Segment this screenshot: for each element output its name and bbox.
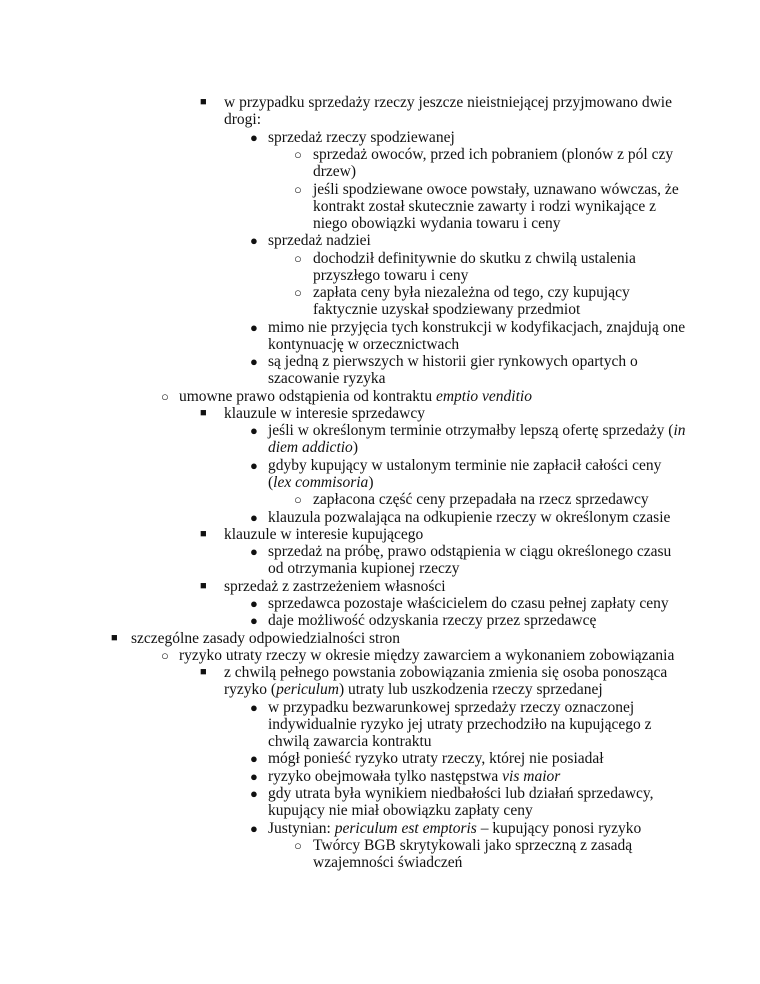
text-line <box>268 785 654 802</box>
text-line <box>268 509 670 526</box>
text-segment: są jedną z pierwszych w historii gier rynkowych opartych o <box>268 353 638 370</box>
text-segment: sprzedaż nadziei <box>268 232 371 249</box>
square-bullet-icon: ■ <box>200 666 207 678</box>
hollow-bullet-icon: ○ <box>294 285 302 300</box>
text-segment: ) utraty lub uszkodzenia rzeczy sprzedanej <box>338 681 603 698</box>
text-segment: sprzedaż z zastrzeżeniem własności <box>224 578 446 595</box>
text-line <box>313 284 630 301</box>
text-segment: sprzedawca pozostaje właścicielem do czasu pełnej zapłaty ceny <box>268 595 669 612</box>
text-segment: mógł ponieść ryzyko utraty rzeczy, której nie posiadał <box>268 750 604 767</box>
text-segment: kontrakt został skutecznie zawarty i rodzi wynikające z <box>313 198 657 215</box>
text-segment: wzajemności świadczeń <box>313 854 463 871</box>
text-segment: od otrzymania kupionej rzeczy <box>268 560 460 577</box>
text-segment: drzew) <box>313 163 357 180</box>
text-line <box>224 111 261 128</box>
text-line <box>268 129 455 146</box>
italic-text: periculum est emptoris <box>334 820 477 837</box>
square-bullet-icon: ■ <box>111 632 118 644</box>
text-line <box>179 388 532 405</box>
hollow-bullet-icon: ○ <box>161 389 169 404</box>
filled-bullet-icon: ● <box>250 130 258 145</box>
text-segment: daje możliwość odzyskania rzeczy przez sprzedawcę <box>268 612 597 629</box>
text-line <box>179 647 674 664</box>
filled-bullet-icon: ● <box>250 233 258 248</box>
text-segment: dochodził definitywnie do skutku z chwilą ustalenia <box>313 250 636 267</box>
text-segment: sprzedaż na próbę, prawo odstąpienia w ciągu określonego czasu <box>268 543 672 560</box>
text-line <box>313 837 632 854</box>
filled-bullet-icon: ● <box>250 769 258 784</box>
text-segment: zapłata ceny była niezależna od tego, czy kupujący <box>313 284 630 301</box>
text-segment: chwilą zawarcia kontraktu <box>268 733 432 750</box>
text-line <box>313 146 673 163</box>
italic-text: periculum <box>276 681 339 698</box>
text-line <box>268 560 460 577</box>
italic-text: vis maior <box>502 768 561 785</box>
text-line <box>313 250 636 267</box>
text-segment: Twórcy BGB skrytykowali jako sprzeczną z zasadą <box>313 837 633 854</box>
filled-bullet-icon: ● <box>250 423 258 438</box>
text-segment: szczególne zasady odpowiedzialności stron <box>131 630 401 647</box>
text-line <box>131 630 400 647</box>
hollow-bullet-icon: ○ <box>294 182 302 197</box>
filled-bullet-icon: ● <box>250 751 258 766</box>
text-segment: zapłacona część ceny przepadała na rzecz sprzedawcy <box>313 491 649 508</box>
text-line <box>268 768 560 785</box>
text-line <box>313 163 356 180</box>
text-line <box>224 664 667 681</box>
italic-text: lex commisoria <box>273 474 369 491</box>
text-segment: w przypadku sprzedaży rzeczy jeszcze nieistniejącej przyjmowano dwie <box>224 94 672 111</box>
text-segment: w przypadku bezwarunkowej sprzedaży rzeczy oznaczonej <box>268 699 635 716</box>
text-line <box>224 578 446 595</box>
text-line <box>268 820 641 837</box>
hollow-bullet-icon: ○ <box>294 251 302 266</box>
text-line <box>224 94 672 111</box>
filled-bullet-icon: ● <box>250 544 258 559</box>
text-segment: mimo nie przyjęcia tych konstrukcji w kodyfikacjach, znajdują one <box>268 319 686 336</box>
text-segment: ryzyko ( <box>224 681 277 698</box>
square-bullet-icon: ■ <box>200 580 207 592</box>
filled-bullet-icon: ● <box>250 354 258 369</box>
filled-bullet-icon: ● <box>250 821 258 836</box>
text-segment: gdy utrata była wynikiem niedbałości lub działań sprzedawcy, <box>268 785 654 802</box>
filled-bullet-icon: ● <box>250 458 258 473</box>
text-line <box>268 457 661 474</box>
text-segment: kupujący nie miał obowiązku zapłaty ceny <box>268 802 533 819</box>
text-segment: Justynian: <box>268 820 335 837</box>
text-line <box>268 422 686 439</box>
text-line <box>313 854 462 871</box>
text-segment: ) <box>352 439 358 456</box>
square-bullet-icon: ■ <box>200 96 207 108</box>
text-segment: klauzula pozwalająca na odkupienie rzeczy w określonym czasie <box>268 509 671 526</box>
text-line <box>268 733 432 750</box>
text-segment: ) <box>368 474 374 491</box>
square-bullet-icon: ■ <box>200 528 207 540</box>
text-line <box>268 716 652 733</box>
text-line <box>268 595 669 612</box>
italic-text: emptio venditio <box>435 388 532 405</box>
text-line <box>313 181 679 198</box>
text-line <box>224 405 425 422</box>
text-line <box>313 215 561 232</box>
text-segment: sprzedaż owoców, przed ich pobraniem (plonów z pól czy <box>313 146 674 163</box>
text-line <box>268 474 373 491</box>
text-segment: umowne prawo odstąpienia od kontraktu <box>179 388 436 405</box>
text-line <box>268 802 533 819</box>
filled-bullet-icon: ● <box>250 786 258 801</box>
filled-bullet-icon: ● <box>250 700 258 715</box>
hollow-bullet-icon: ○ <box>161 648 169 663</box>
text-line <box>268 543 671 560</box>
text-line <box>268 232 371 249</box>
text-segment: ryzyko utraty rzeczy w okresie między zawarciem a wykonaniem zobowiązania <box>179 647 675 664</box>
italic-text: diem addictio <box>268 439 353 456</box>
text-line <box>268 370 385 387</box>
text-line <box>313 301 580 318</box>
square-bullet-icon: ■ <box>200 407 207 419</box>
text-segment: klauzule w interesie kupującego <box>224 526 424 543</box>
text-line <box>313 267 468 284</box>
filled-bullet-icon: ● <box>250 596 258 611</box>
text-line <box>224 681 603 698</box>
text-segment: jeśli w określonym terminie otrzymałby lepszą ofertę sprzedaży ( <box>268 422 674 439</box>
text-line <box>268 336 459 353</box>
text-line <box>268 699 634 716</box>
text-segment: przyszłego towaru i ceny <box>313 267 469 284</box>
text-segment: drogi: <box>224 111 262 128</box>
text-line <box>268 439 358 456</box>
text-segment: jeśli spodziewane owoce powstały, uznawano wówczas, że <box>313 181 679 198</box>
text-line <box>268 750 604 767</box>
text-segment: szacowanie ryzyka <box>268 370 386 387</box>
text-segment: niego obowiązki wydania towaru i ceny <box>313 215 561 232</box>
text-line <box>224 526 423 543</box>
text-segment: gdyby kupujący w ustalonym terminie nie zapłacił całości ceny <box>268 457 662 474</box>
italic-text: in <box>673 422 686 439</box>
text-segment: ( <box>268 474 274 491</box>
hollow-bullet-icon: ○ <box>294 492 302 507</box>
filled-bullet-icon: ● <box>250 613 258 628</box>
text-line <box>313 198 656 215</box>
text-segment: ryzyko obejmowała tylko następstwa <box>268 768 503 785</box>
hollow-bullet-icon: ○ <box>294 838 302 853</box>
text-line <box>268 353 638 370</box>
text-line <box>268 612 596 629</box>
text-segment: – kupujący ponosi ryzyko <box>476 820 642 837</box>
text-segment: kontynuację w orzecznictwach <box>268 336 460 353</box>
text-segment: indywidualnie ryzyko jej utraty przechodziło na kupującego z <box>268 716 652 733</box>
filled-bullet-icon: ● <box>250 320 258 335</box>
text-segment: sprzedaż rzeczy spodziewanej <box>268 129 455 146</box>
text-segment: z chwilą pełnego powstania zobowiązania zmienia się osoba ponosząca <box>224 664 668 681</box>
text-segment: faktycznie uzyskał spodziewany przedmiot <box>313 301 581 318</box>
hollow-bullet-icon: ○ <box>294 147 302 162</box>
text-segment: klauzule w interesie sprzedawcy <box>224 405 425 422</box>
text-line <box>268 319 685 336</box>
filled-bullet-icon: ● <box>250 510 258 525</box>
text-line <box>313 491 649 508</box>
